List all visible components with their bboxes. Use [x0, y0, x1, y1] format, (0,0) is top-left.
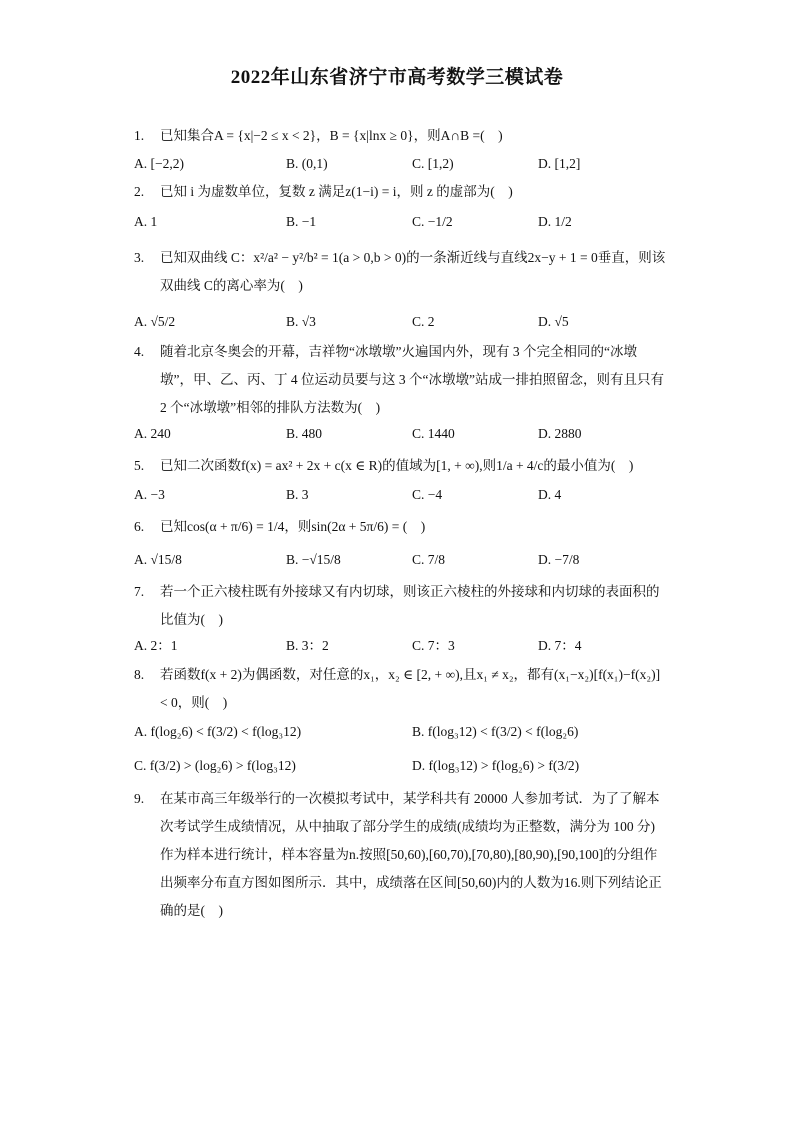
question-number: 8.: [134, 667, 145, 682]
options-row: [134, 546, 674, 574]
question-number: 3.: [134, 250, 145, 265]
options-row: [134, 308, 674, 336]
option-d[interactable]: D. √5: [538, 314, 569, 329]
option-b[interactable]: B. −√15/8: [286, 552, 341, 567]
option-d[interactable]: D. 7：4: [538, 638, 582, 653]
option-b[interactable]: B. 3: [286, 487, 309, 502]
option-b[interactable]: B. √3: [286, 314, 316, 329]
question-3: [136, 244, 666, 300]
option-a[interactable]: A. f(log₂6) < f(3/2) < f(log₃12): [134, 724, 302, 739]
option-c[interactable]: C. [1,2): [412, 156, 454, 171]
question-7: [136, 578, 666, 634]
question-number: 5.: [134, 458, 145, 473]
option-a[interactable]: A. 1: [134, 214, 158, 229]
option-a[interactable]: A. 2：1: [134, 638, 178, 653]
question-stem: 已知二次函数f(x) = ax² + 2x + c(x ∈ R)的值域为[1, + ∞),则1/a + 4/c的最小值为( ): [160, 458, 634, 473]
options-row: [134, 150, 674, 178]
option-b[interactable]: B. 480: [286, 426, 323, 441]
question-stem: 已知cos(α + π/6) = 1/4，则sin(2α + 5π/6) = ( ): [160, 519, 426, 534]
option-c[interactable]: C. 2: [412, 314, 435, 329]
options-row: [134, 718, 674, 746]
option-d[interactable]: D. 1/2: [538, 214, 572, 229]
question-number: 4.: [134, 344, 145, 359]
option-d[interactable]: D. −7/8: [538, 552, 580, 567]
option-a[interactable]: A. √15/8: [134, 552, 182, 567]
question-2: [136, 178, 666, 206]
option-d[interactable]: D. [1,2]: [538, 156, 581, 171]
question-8: [136, 661, 666, 717]
option-d[interactable]: D. f(log₃12) > f(log₂6) > f(3/2): [412, 758, 580, 773]
question-number: 7.: [134, 584, 145, 599]
option-d[interactable]: D. 2880: [538, 426, 582, 441]
question-9: [136, 785, 666, 925]
option-d[interactable]: D. 4: [538, 487, 562, 502]
question-number: 6.: [134, 519, 145, 534]
option-b[interactable]: B. 3：2: [286, 638, 329, 653]
option-c[interactable]: C. −4: [412, 487, 443, 502]
option-b[interactable]: B. (0,1): [286, 156, 328, 171]
question-number: 1.: [134, 128, 145, 143]
question-6: [136, 513, 666, 541]
question-stem: 若函数f(x + 2)为偶函数，对任意的x₁，x₂ ∈ [2, + ∞),且x₁ ≠ x₂，都有(x₁−x₂)[f(x₁)−f(x₂)] < 0，则( ): [160, 667, 661, 710]
question-stem: 随着北京冬奥会的开幕，吉祥物“冰墩墩”火遍国内外，现有 3 个完全相同的“冰墩墩”，甲、乙、丙、丁 4 位运动员要与这 3 个“冰墩墩”站成一排拍照留念，则有且只有 2 个“冰墩墩”相邻的排队方法数为( ): [160, 344, 664, 415]
question-stem: 已知双曲线 C：x²/a² − y²/b² = 1(a > 0,b > 0)的一条渐近线与直线2x−y + 1 = 0垂直，则该双曲线 C的离心率为( ): [160, 250, 666, 293]
option-a[interactable]: A. −3: [134, 487, 165, 502]
option-b[interactable]: B. f(log₃12) < f(3/2) < f(log₂6): [412, 724, 579, 739]
options-row: [134, 420, 674, 448]
question-number: 9.: [134, 791, 145, 806]
option-a[interactable]: A. [−2,2): [134, 156, 184, 171]
option-c[interactable]: C. 1440: [412, 426, 455, 441]
option-c[interactable]: C. 7/8: [412, 552, 446, 567]
options-row: [134, 632, 674, 660]
question-stem: 若一个正六棱柱既有外接球又有内切球，则该正六棱柱的外接球和内切球的表面积的比值为( ): [160, 584, 660, 627]
option-a[interactable]: A. √5/2: [134, 314, 176, 329]
options-row: [134, 481, 674, 509]
exam-title: 2022年山东省济宁市高考数学三模试卷: [230, 67, 564, 88]
option-b[interactable]: B. −1: [286, 214, 317, 229]
question-number: 2.: [134, 184, 145, 199]
question-stem: 在某市高三年级举行的一次模拟考试中，某学科共有 20000 人参加考试．为了了解本次考试学生成绩情况，从中抽取了部分学生的成绩(成绩均为正整数，满分为 100 分)作为样本进行统计，样本容量为n.按照[50,60),[60,70),[70,80),[80,90),[90,100]的分组作出频率分布直方图如图所示．其中，成绩落在区间[50,60)内的人数为16.则下列结论正确的是( ): [160, 791, 662, 918]
options-row: [134, 752, 674, 780]
question-stem: 已知 i 为虚数单位，复数 z 满足z(1−i) = i，则 z 的虚部为( ): [160, 184, 513, 199]
option-a[interactable]: A. 240: [134, 426, 171, 441]
options-row: [134, 208, 674, 236]
question-1: [136, 122, 666, 150]
question-stem: 已知集合A = {x|−2 ≤ x < 2}，B = {x|lnx ≥ 0}，则A∩B =( ): [160, 128, 503, 143]
option-c[interactable]: C. 7：3: [412, 638, 455, 653]
question-4: [136, 338, 666, 422]
option-c[interactable]: C. f(3/2) > (log₂6) > f(log₃12): [134, 758, 296, 773]
option-c[interactable]: C. −1/2: [412, 214, 453, 229]
question-5: [136, 452, 666, 480]
